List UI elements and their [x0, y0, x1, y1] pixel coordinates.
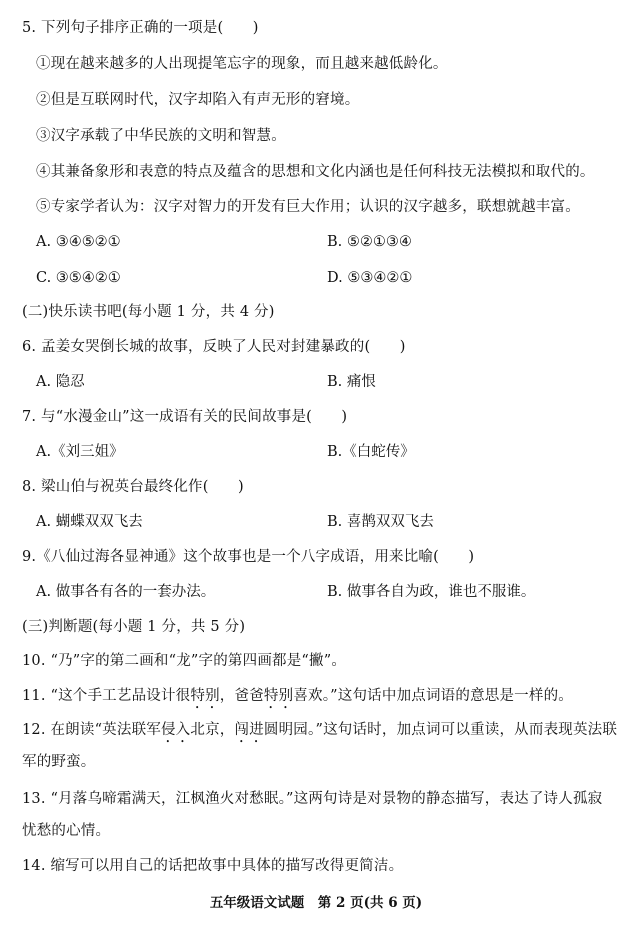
q5-sentence-1: ①现在越来越多的人出现提笔忘字的现象，而且越来越低龄化。	[36, 56, 448, 72]
q11-text-pre: 11. “这个手工艺品设计很	[22, 688, 191, 704]
q9-option-b: B. 做事各自为政，谁也不服谁。	[327, 584, 536, 600]
q11-text-mid: ，爸爸	[219, 688, 264, 704]
q13-text: 13. “月落乌啼霜满天，江枫渔火对愁眠。”这两句诗是对景物的静态描写，表达了诗人孤寂	[22, 791, 603, 807]
section-2-heading: (二)快乐读书吧(每小题 1 分，共 4 分)	[22, 304, 275, 320]
q12-dotted-word-2: 闯进	[234, 722, 264, 738]
q12-dotted-word-1: 侵入	[160, 722, 191, 738]
q6-option-b: B. 痛恨	[327, 374, 376, 390]
q13-text-continued: 忧愁的心情。	[22, 823, 111, 839]
q11-text-post: 喜欢。”这句话中加点词语的意思是一样的。	[293, 688, 573, 704]
q5-sentence-4: ④其兼备象形和表意的特点及蕴含的思想和文化内涵也是任何科技无法模拟和取代的。	[36, 164, 595, 180]
q9-option-a: A. 做事各有各的一套办法。	[36, 584, 216, 600]
q12-text-pre: 12. 在朗读“英法联军	[22, 722, 161, 738]
q7-option-b: B.《白蛇传》	[327, 444, 415, 460]
q5-stem: 5. 下列句子排序正确的一项是( )	[22, 20, 259, 36]
q12-text	[22, 720, 617, 746]
q11-dotted-word-2: 特别	[263, 688, 294, 704]
q8-option-b: B. 喜鹊双双飞去	[327, 514, 434, 530]
q14-text: 14. 缩写可以用自己的话把故事中具体的描写改得更简洁。	[22, 858, 404, 874]
page-footer: 五年级语文试题 第 2 页(共 6 页)	[209, 895, 423, 911]
q6-stem: 6. 孟姜女哭倒长城的故事，反映了人民对封建暴政的( )	[22, 339, 406, 355]
q12-text-post: 圆明园。”这句话时，加点词可以重读，从而表现英法联	[263, 722, 618, 738]
q8-stem: 8. 梁山伯与祝英台最终化作( )	[22, 479, 244, 495]
q5-sentence-5: ⑤专家学者认为：汉字对智力的开发有巨大作用；认识的汉字越多，联想就越丰富。	[36, 199, 580, 215]
q5-option-b: B. ⑤②①③④	[327, 234, 412, 250]
q7-stem: 7. 与“水漫金山”这一成语有关的民间故事是( )	[22, 409, 348, 425]
q8-option-a: A. 蝴蝶双双飞去	[36, 514, 143, 530]
q6-option-a: A. 隐忍	[36, 374, 85, 390]
q9-stem: 9.《八仙过海各显神通》这个故事也是一个八字成语，用来比喻( )	[22, 549, 475, 565]
q5-option-c: C. ③⑤④②①	[36, 270, 121, 286]
q12-text-continued: 军的野蛮。	[22, 754, 96, 770]
q5-sentence-3: ③汉字承载了中华民族的文明和智慧。	[36, 128, 286, 144]
q10-text: 10. “乃”字的第二画和“龙”字的第四画都是“撇”。	[22, 653, 347, 669]
q5-sentence-2: ②但是互联网时代，汉字却陷入有声无形的窘境。	[36, 92, 360, 108]
q5-option-d: D. ⑤③④②①	[327, 270, 413, 286]
q11-text	[22, 686, 573, 712]
q12-text-mid: 北京，	[190, 722, 235, 738]
section-3-heading: (三)判断题(每小题 1 分，共 5 分)	[22, 619, 246, 635]
q11-dotted-word-1: 特别	[190, 688, 220, 704]
q5-option-a: A. ③④⑤②①	[36, 234, 121, 250]
q7-option-a: A.《刘三姐》	[36, 444, 124, 460]
